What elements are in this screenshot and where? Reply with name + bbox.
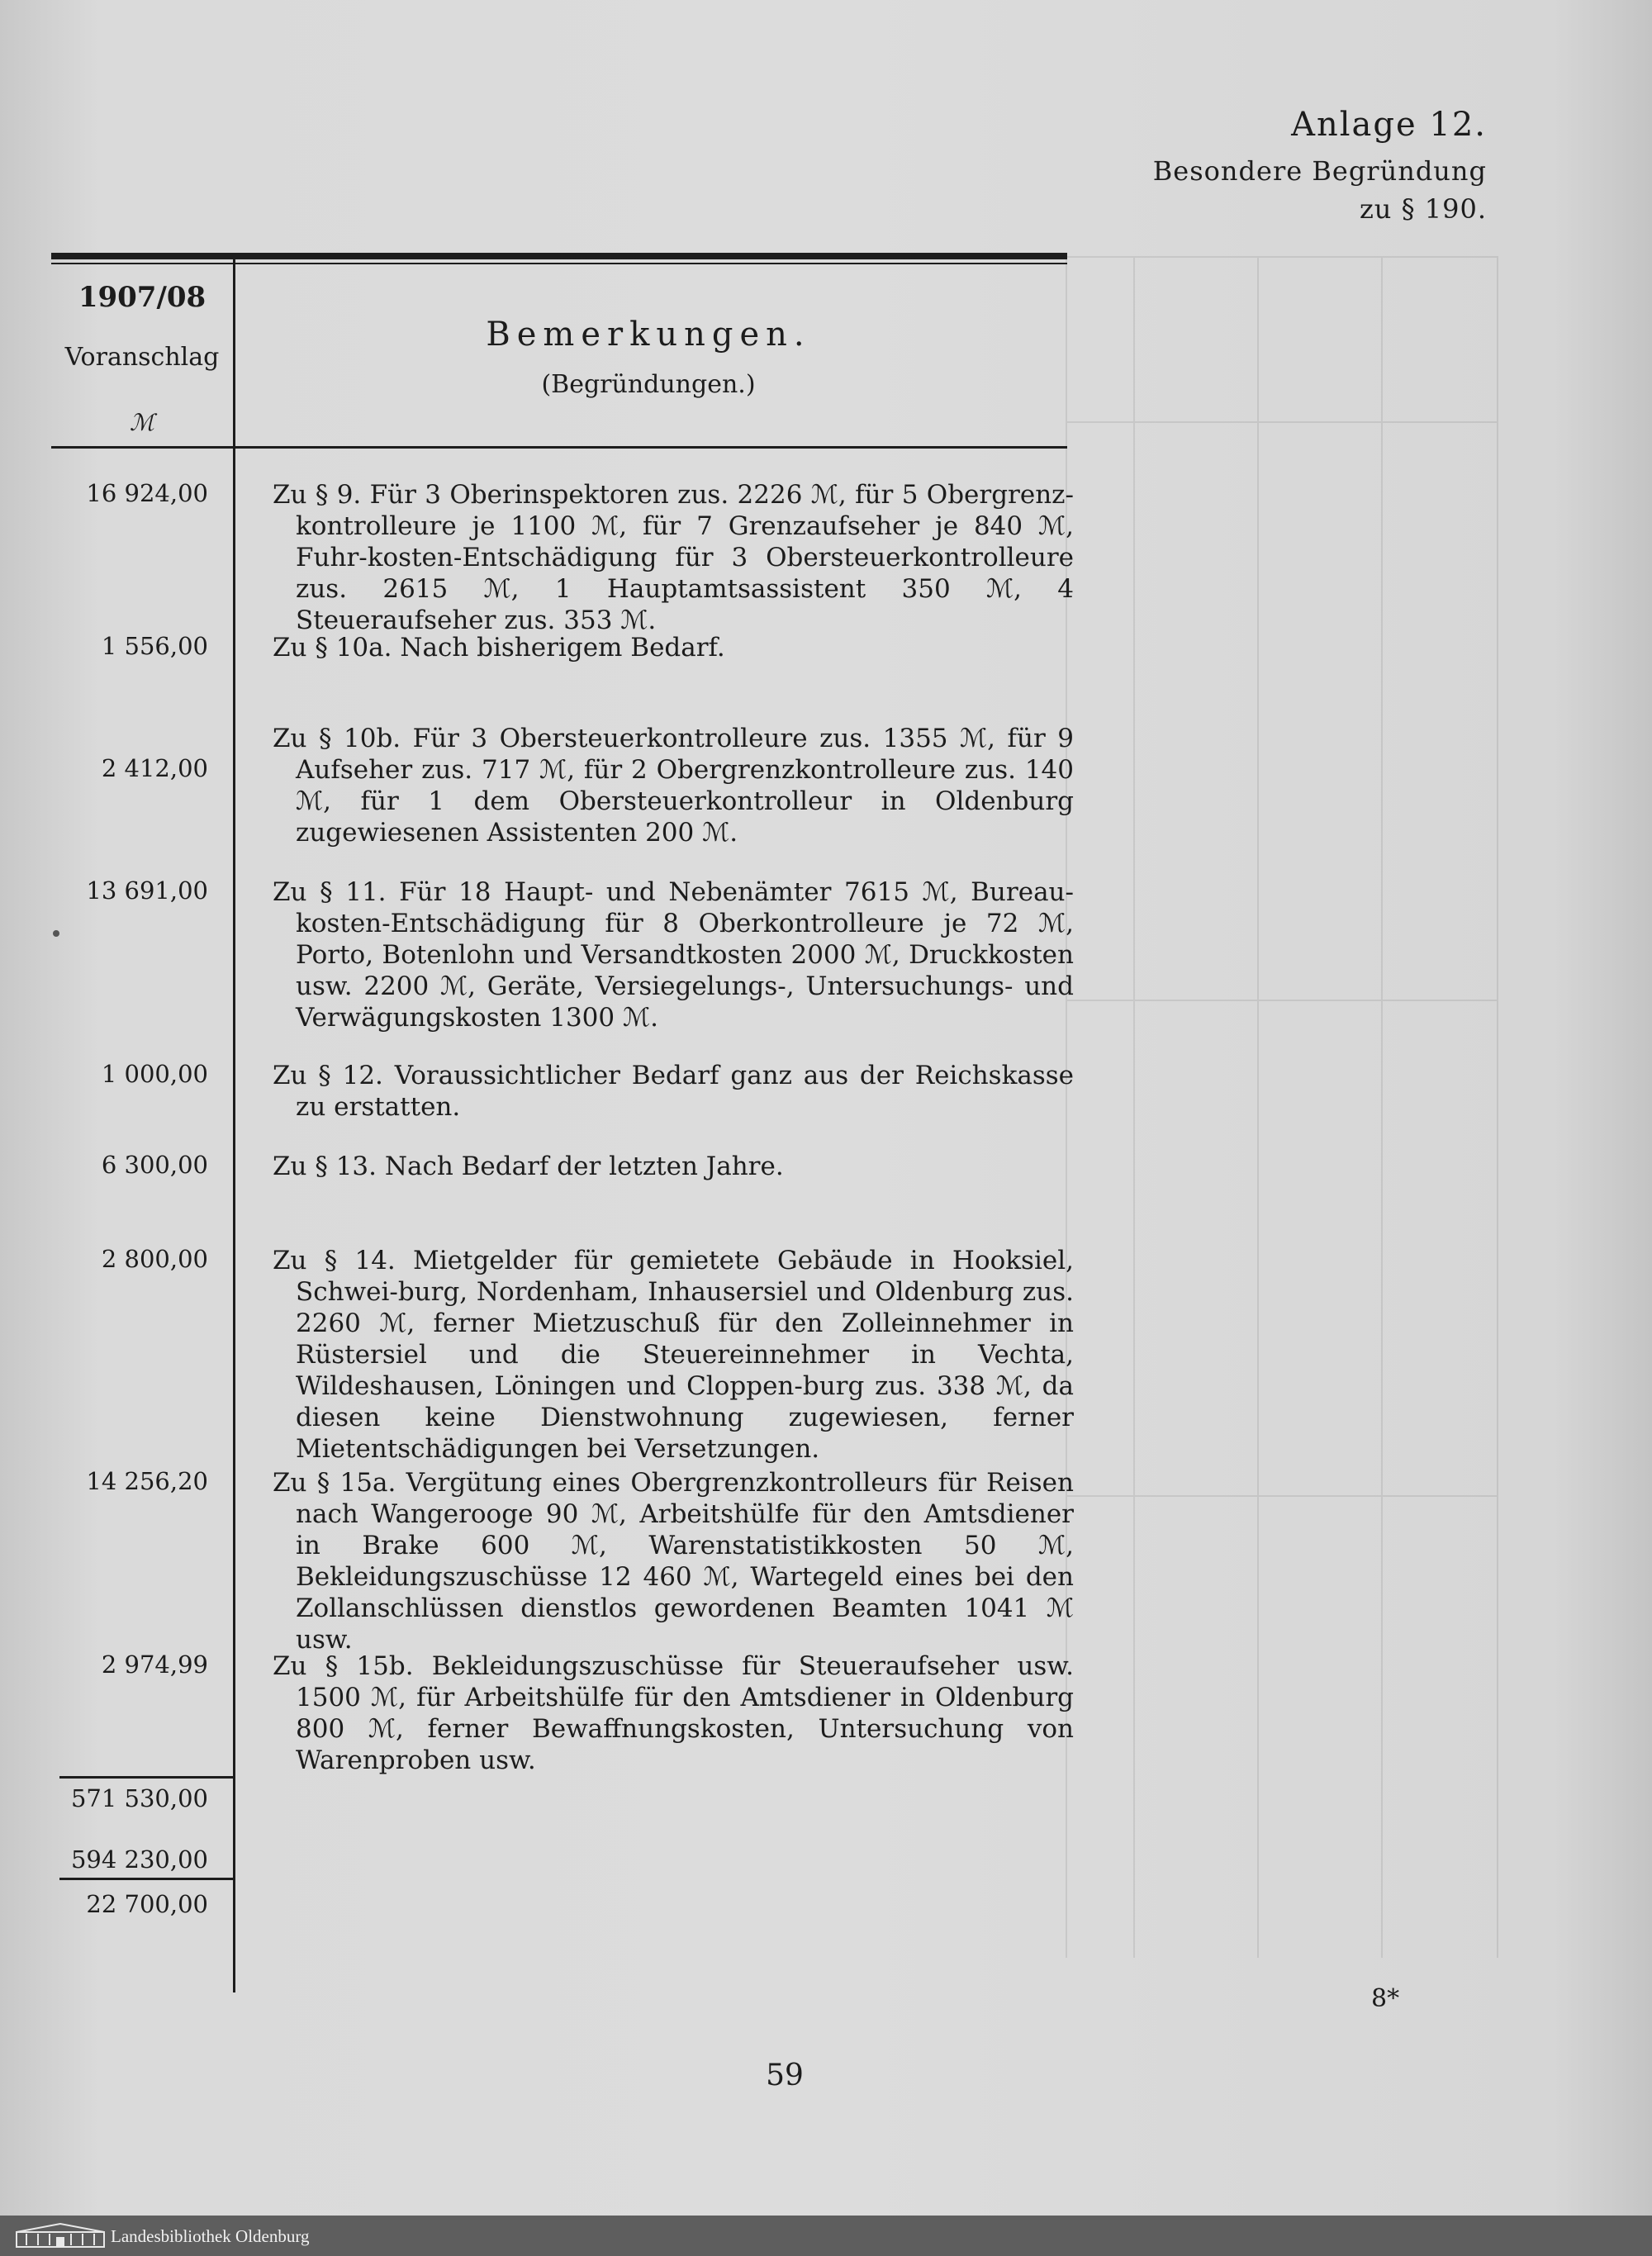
table-top-rule	[51, 253, 1067, 259]
row-remark: Zu § 11. Für 18 Haupt- und Nebenämter 7615 ℳ, Bureau-kosten-Entschädigung für 8 Oberkontrolleure je 72 ℳ, Porto, Botenlohn und Versandtkosten 2000 ℳ, Druckkosten usw. 2200 ℳ, Geräte, Versiegelungs-, Untersuchungs- und Verwägungskosten 1300 ℳ.	[273, 877, 1074, 1033]
row-amount: 2 974,99	[101, 1650, 208, 1679]
row-amount: 2 412,00	[101, 754, 208, 782]
row-remark: Zu § 15b. Bekleidungszuschüsse für Steueraufseher usw. 1500 ℳ, für Arbeitshülfe für den Amtsdiener in Oldenburg 800 ℳ, ferner Bewaffnungskosten, Untersuchung von Warenproben usw.	[273, 1651, 1074, 1775]
table-top-rule-thin	[51, 263, 1067, 264]
row-remark: Zu § 10b. Für 3 Obersteuerkontrolleure zus. 1355 ℳ, für 9 Aufseher zus. 717 ℳ, für 2 Obergrenzkontrolleure zus. 140 ℳ, für 1 dem Obersteuerkontrolleur in Oldenburg zugewiesenen Assistenten 200 ℳ.	[273, 724, 1074, 848]
annex-title: Anlage 12.	[1291, 106, 1487, 144]
row-amount: 1 000,00	[101, 1060, 208, 1088]
sum-rule	[59, 1776, 235, 1779]
annex-section-ref: zu § 190.	[1359, 193, 1487, 225]
row-amount: 13 691,00	[86, 876, 208, 905]
page-number: 59	[766, 2059, 804, 2092]
row-amount: 16 924,00	[86, 479, 208, 507]
row-remark: Zu § 10a. Nach bisherigem Bedarf.	[273, 633, 725, 663]
library-building-icon	[15, 2222, 106, 2249]
column-header-begruendungen: (Begründungen.)	[541, 370, 756, 399]
row-amount: 1 556,00	[101, 632, 208, 660]
row-amount: 6 300,00	[101, 1151, 208, 1179]
difference-rule	[59, 1878, 235, 1880]
column-divider	[233, 258, 235, 1992]
column-header-bemerkungen: Bemerkungen.	[486, 316, 811, 354]
column-header-currency: ℳ	[130, 409, 154, 436]
row-remark: Zu § 15a. Vergütung eines Obergrenzkontrolleurs für Reisen nach Wangerooge 90 ℳ, Arbeitshülfe für den Amtsdiener in Brake 600 ℳ, Warenstatistikkosten 50 ℳ, Bekleidungszuschüsse 12 460 ℳ, Wartegeld eines bei den Zollanschlüssen dienstlos gewordenen Beamten 1041 ℳ usw.	[273, 1468, 1074, 1655]
total-amount: 594 230,00	[70, 1845, 208, 1874]
row-remark: Zu § 12. Voraussichtlicher Bedarf ganz aus der Reichskasse zu erstatten.	[273, 1061, 1074, 1122]
row-amount: 14 256,20	[86, 1467, 208, 1495]
column-header-voranschlag: Voranschlag	[64, 343, 220, 372]
row-remark: Zu § 14. Mietgelder für gemietete Gebäude in Hooksiel, Schwei-burg, Nordenham, Inhausersiel und Oldenburg zus. 2260 ℳ, ferner Mietzuschuß für den Zolleinnehmer in Rüstersiel und die Steuereinnehmer in Vechta, Wildeshausen, Löningen und Cloppen-burg zus. 338 ℳ, da diesen keine Dienstwohnung zugewiesen, ferner Mietentschädigungen bei Versetzungen.	[273, 1246, 1074, 1464]
column-header-year: 1907/08	[78, 281, 206, 314]
row-amount: 2 800,00	[101, 1245, 208, 1273]
ink-spot	[53, 930, 59, 937]
annex-header	[1153, 106, 1487, 228]
bleed-through-table	[1066, 256, 1498, 1958]
annex-subtitle: Besondere Begründung	[1152, 155, 1487, 187]
header-bottom-rule	[51, 446, 1067, 449]
row-remark: Zu § 9. Für 3 Oberinspektoren zus. 2226 ℳ, für 5 Obergrenz-kontrolleure je 1100 ℳ, für 7 Grenzaufseher je 840 ℳ, Fuhr-kosten-Entschädigung für 3 Obersteuerkontrolleure zus. 2615 ℳ, 1 Hauptamtsassistent 350 ℳ, 4 Steueraufseher zus. 353 ℳ.	[273, 480, 1074, 635]
signature-mark: 8*	[1371, 1984, 1400, 2013]
total-amount: 571 530,00	[70, 1784, 208, 1812]
library-footer-bar	[0, 2216, 1652, 2256]
difference-amount: 22 700,00	[86, 1890, 208, 1918]
row-remark: Zu § 13. Nach Bedarf der letzten Jahre.	[273, 1152, 784, 1181]
library-name: Landesbibliothek Oldenburg	[111, 2226, 310, 2246]
